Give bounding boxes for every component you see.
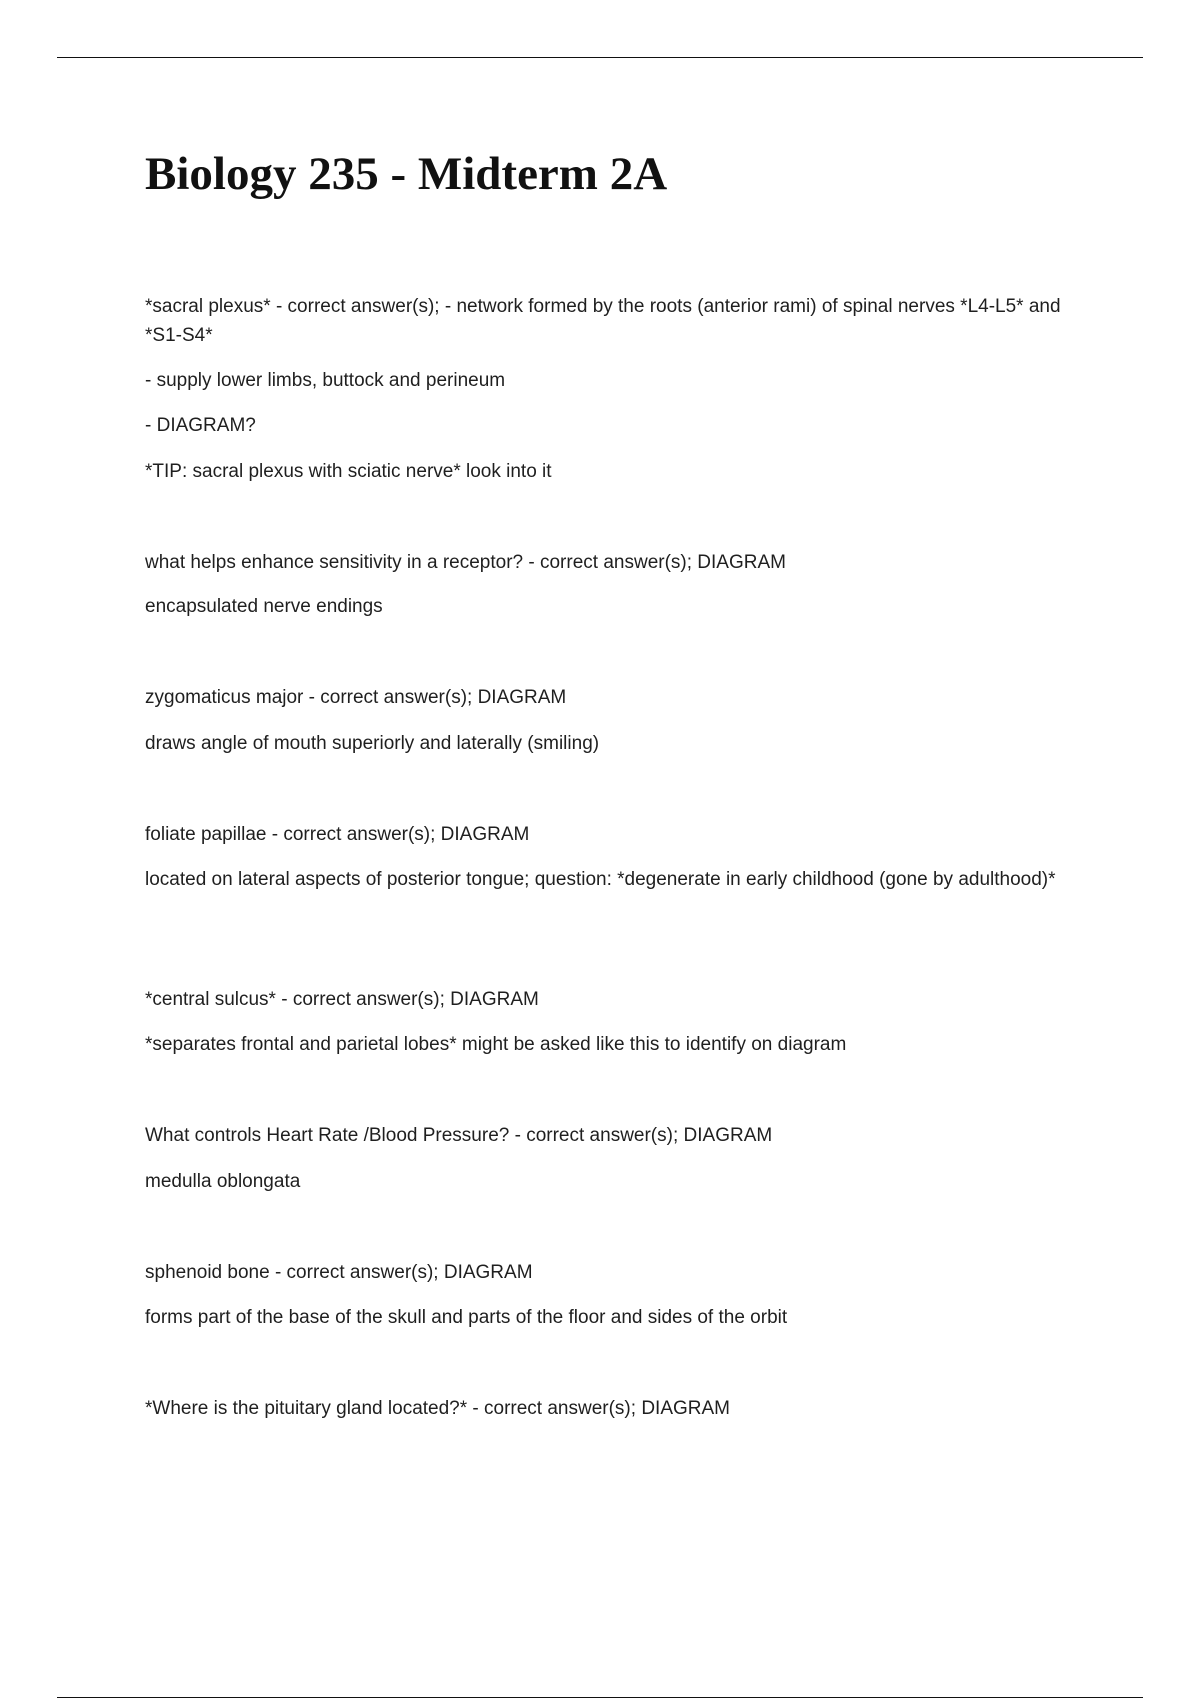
bottom-rule (57, 1697, 1143, 1698)
text-line: zygomaticus major - correct answer(s); DIAGRAM (145, 687, 567, 708)
text-line: *separates frontal and parietal lobes* might be asked like this to identify on diagram (145, 1034, 847, 1055)
text-line: - DIAGRAM? (145, 415, 256, 436)
text-line: sphenoid bone - correct answer(s); DIAGRAM (145, 1262, 533, 1283)
top-rule (57, 57, 1143, 58)
text-line: *central sulcus* - correct answer(s); DIAGRAM (145, 989, 539, 1010)
text-line: *Where is the pituitary gland located?* - correct answer(s); DIAGRAM (145, 1398, 730, 1419)
text-line: encapsulated nerve endings (145, 596, 383, 617)
text-line: *TIP: sacral plexus with sciatic nerve* look into it (145, 461, 552, 482)
text-line: - supply lower limbs, buttock and perineum (145, 370, 506, 391)
text-line: what helps enhance sensitivity in a receptor? - correct answer(s); DIAGRAM (145, 552, 786, 573)
page-title: Biology 235 - Midterm 2A (145, 148, 668, 200)
text-line: *sacral plexus* - correct answer(s); - network formed by the roots (anterior rami) of spinal nerves *L4-L5* and *S1-S4* (145, 296, 1061, 346)
text-line: What controls Heart Rate /Blood Pressure? - correct answer(s); DIAGRAM (145, 1125, 773, 1146)
text-line: forms part of the base of the skull and parts of the floor and sides of the orbit (145, 1307, 788, 1328)
text-line: medulla oblongata (145, 1171, 301, 1192)
text-line: located on lateral aspects of posterior tongue; question: *degenerate in early childhood (gone by adulthood)* (145, 869, 1056, 890)
text-line: foliate papillae - correct answer(s); DIAGRAM (145, 824, 530, 845)
text-line: draws angle of mouth superiorly and laterally (smiling) (145, 733, 600, 754)
